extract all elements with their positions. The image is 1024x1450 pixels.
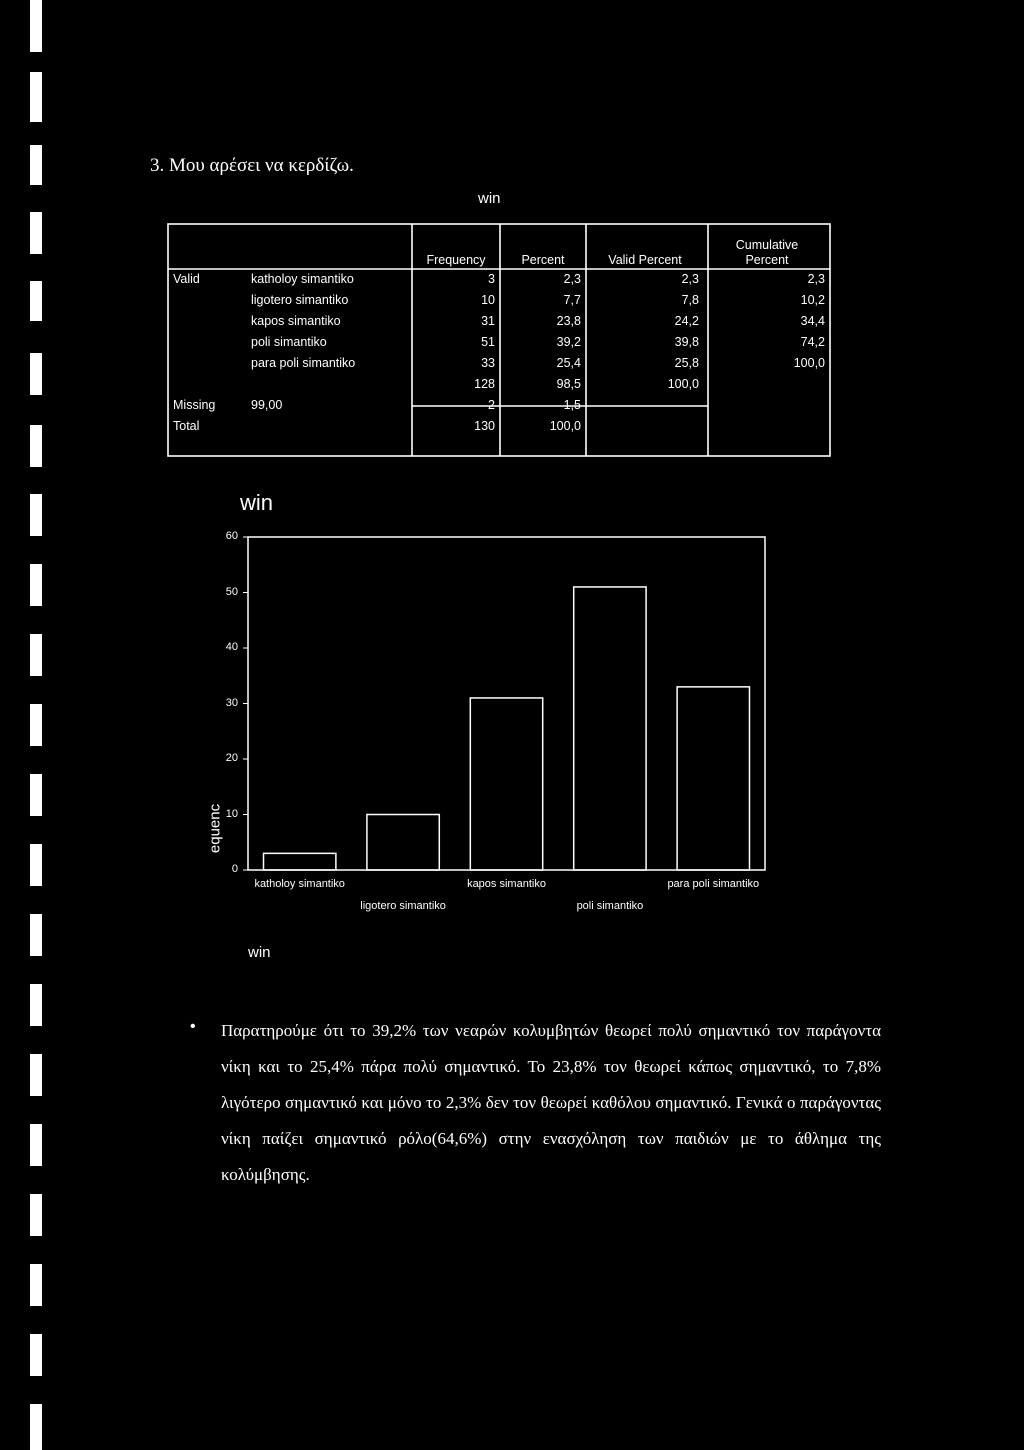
table-cell-freq: 33 <box>481 355 495 370</box>
table-cell-valid: 25,8 <box>674 355 699 370</box>
table-cell-pct: 23,8 <box>556 313 581 328</box>
table-cell-label: ligotero simantiko <box>251 292 349 307</box>
x-tick-label: para poli simantiko <box>667 878 760 890</box>
table-cell-freq: 130 <box>474 418 495 433</box>
table-cell-freq: 10 <box>481 292 495 307</box>
table-header-cell: Percent <box>521 253 565 267</box>
y-tick-label: 0 <box>231 863 238 875</box>
bullet-icon: • <box>190 1018 196 1035</box>
bar <box>470 698 542 870</box>
bar <box>677 687 749 870</box>
table-cell-cum: 10,2 <box>800 292 825 307</box>
table-cell-group: Total <box>173 418 200 433</box>
table-cell-valid: 39,8 <box>674 334 699 349</box>
table-cell-cum: 74,2 <box>800 334 825 349</box>
bar <box>264 853 336 870</box>
x-tick-label: katholoy simantiko <box>254 878 345 890</box>
section-heading: 3. Μου αρέσει να κερδίζω. <box>150 155 354 176</box>
y-tick-label: 40 <box>225 641 238 653</box>
table-cell-pct: 98,5 <box>556 376 581 391</box>
y-tick-label: 10 <box>225 807 238 820</box>
summary-paragraph: Παρατηρούμε ότι το 39,2% των νεαρών κολυμβητών θεωρεί πολύ σημαντικό τον παράγοντα νίκη και το 25,4% πάρα πολύ σημαντικό. Το 23,8% τον θεωρεί κάπως σημαντικό, το 7,8% λιγότερο σημαντικό και μόνο το 2,3% δεν τον θεωρεί καθόλου σημαντικό. Γενικά ο παράγοντας νίκη παίζει σημαντικό ρόλο(64,6%) στην ενασχόληση των παιδιών με το άθλημα της κολύμβησης. <box>221 1021 881 1184</box>
table-caption: win <box>478 190 501 207</box>
x-tick-label: ligotero simantiko <box>360 900 446 912</box>
bar <box>367 815 439 871</box>
table-cell-cum: 2,3 <box>807 271 825 286</box>
y-tick-label: 20 <box>225 752 238 764</box>
table-cell-pct: 1,5 <box>563 397 581 412</box>
x-tick-label: poli simantiko <box>576 900 644 912</box>
table-cell-cum: 34,4 <box>800 313 825 328</box>
table-cell-freq: 31 <box>481 313 495 328</box>
table-cell-freq: 51 <box>481 334 495 349</box>
table-cell-group: Missing <box>173 397 216 412</box>
table-cell-pct: 25,4 <box>556 355 581 370</box>
table-cell-freq: 128 <box>474 376 495 391</box>
table-header-cell: Frequency <box>426 253 486 267</box>
table-header-cell: Cumulative Percent <box>735 238 799 267</box>
y-tick-label: 30 <box>225 696 238 709</box>
y-tick-label: 50 <box>225 585 238 598</box>
table-cell-group: Valid <box>173 271 200 286</box>
table-cell-valid: 2,3 <box>681 271 699 286</box>
table-cell-cum: 100,0 <box>793 355 825 370</box>
chart-title: win <box>240 490 274 515</box>
table-cell-pct: 100,0 <box>549 418 581 433</box>
table-cell-label: kapos simantiko <box>251 313 341 328</box>
x-axis-label: win <box>248 944 271 961</box>
table-cell-freq: 3 <box>488 271 495 286</box>
table-cell-valid: 7,8 <box>681 292 699 307</box>
table-cell-valid: 100,0 <box>667 376 699 391</box>
table-header-cell: Valid Percent <box>608 253 682 267</box>
table-cell-label: para poli simantiko <box>251 355 356 370</box>
table-cell-label: 99,00 <box>251 397 283 412</box>
x-tick-label: kapos simantiko <box>467 878 546 890</box>
bar <box>574 587 646 870</box>
table-cell-pct: 7,7 <box>563 292 581 307</box>
table-cell-pct: 39,2 <box>556 334 581 349</box>
table-cell-label: poli simantiko <box>251 334 327 349</box>
plot-frame <box>248 537 765 870</box>
y-tick-label: 60 <box>225 530 238 542</box>
y-axis-label: equenc <box>206 803 224 854</box>
table-cell-label: katholoy simantiko <box>251 271 354 286</box>
table-cell-valid: 24,2 <box>674 313 699 328</box>
table-cell-freq: 2 <box>488 397 495 412</box>
table-cell-pct: 2,3 <box>563 271 581 286</box>
